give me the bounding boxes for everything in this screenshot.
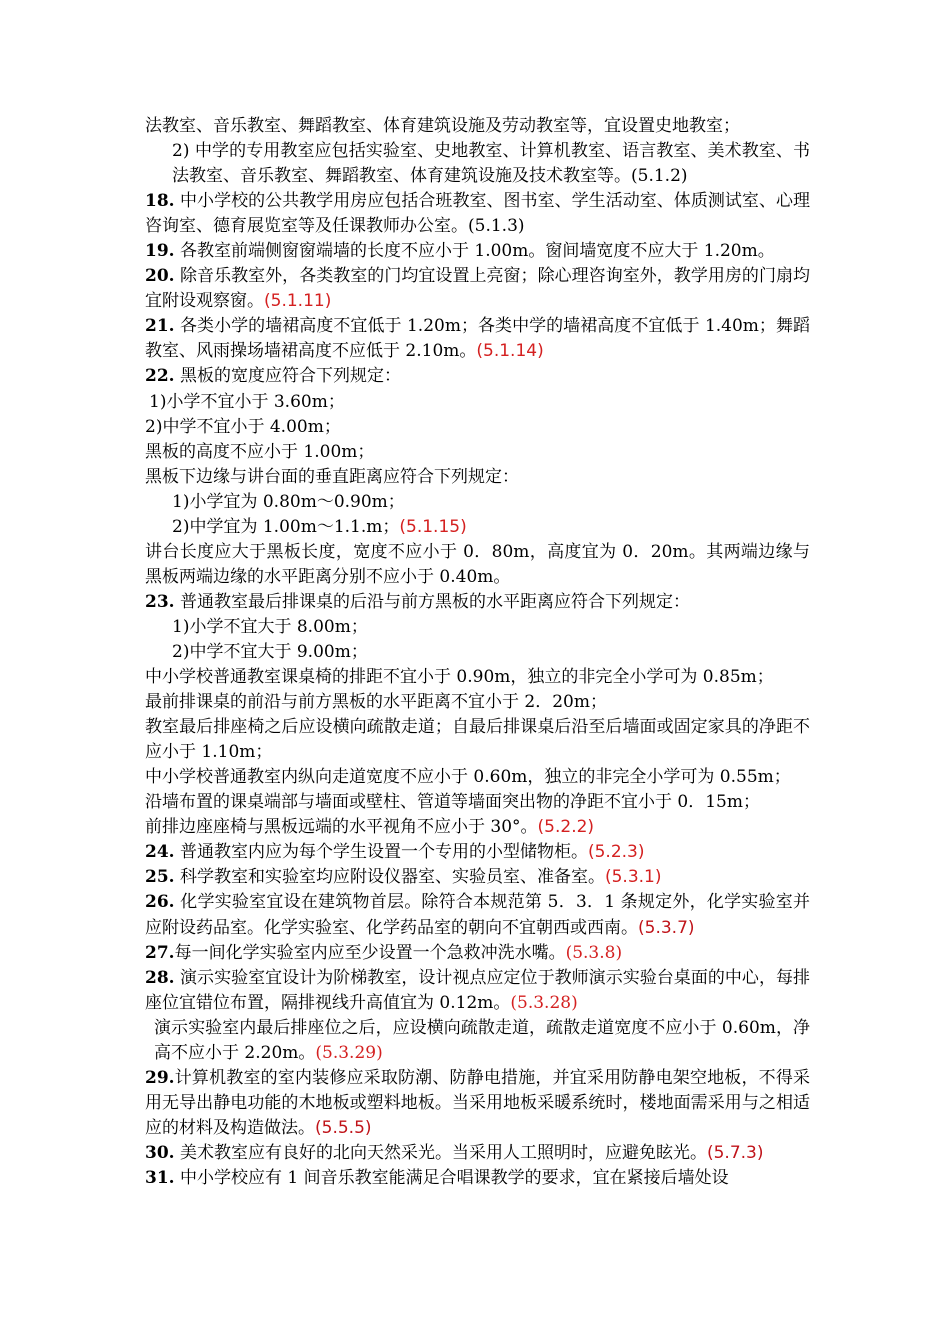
text: 黑板下边缘与讲台面的垂直距离应符合下列规定：	[145, 466, 519, 487]
item-number: 30.	[145, 1142, 175, 1163]
item-number: 19.	[145, 241, 175, 262]
text: 2)中学不宜大于 9.00m；	[172, 641, 368, 662]
text: 中小学校普通教室课桌椅的排距不宜小于 0.90m，独立的非完全小学可为 0.85m；	[145, 667, 774, 688]
paragraph	[145, 465, 810, 490]
paragraph	[145, 139, 810, 189]
text: 中小学校的公共教学用房应包括合班教室、图书室、学生活动室、体质测试室、心理咨询室、德育展览室等及任课教师办公室。(5.1.3)	[145, 191, 810, 237]
paragraph	[145, 790, 810, 815]
paragraph	[145, 690, 810, 715]
paragraph	[145, 715, 810, 765]
text: 每一间化学实验室内应至少设置一个急救冲洗水嘴。	[174, 942, 566, 963]
paragraph-31	[145, 1166, 810, 1191]
clause-reference: (5.2.3)	[587, 842, 645, 863]
clause-reference: (5.3.8)	[565, 942, 623, 963]
paragraph-20	[145, 264, 810, 314]
paragraph-27	[145, 941, 810, 966]
text: 黑板的高度不应小于 1.00m；	[145, 441, 375, 462]
clause-reference: (5.3.1)	[604, 867, 662, 888]
text: 教室最后排座椅之后应设横向疏散走道；自最后排课桌后沿至后墙面或固定家具的净距不应小于 1.10m；	[145, 717, 810, 763]
text: 演示实验室宜设计为阶梯教室，设计视点应定位于教师演示实验台桌面的中心，每排座位宜错位布置，隔排视线升高值宜为 0.12m。	[145, 967, 810, 1013]
paragraph	[145, 765, 810, 790]
item-number: 23.	[145, 591, 175, 612]
paragraph	[145, 1016, 810, 1066]
text: 美术教室应有良好的北向天然采光。当采用人工照明时，应避免眩光。	[174, 1142, 707, 1163]
paragraph-22	[145, 364, 810, 389]
text: 除音乐教室外，各类教室的门均宜设置上亮窗；除心理咨询室外，教学用房的门扇均宜附设观察窗。	[145, 266, 810, 312]
text: 中小学校应有 1 间音乐教室能满足合唱课教学的要求，宜在紧接后墙处设	[174, 1167, 729, 1188]
paragraph	[145, 665, 810, 690]
item-number: 27.	[145, 942, 175, 963]
text: 各类小学的墙裙高度不宜低于 1.20m；各类中学的墙裙高度不宜低于 1.40m；舞蹈教室、风雨操场墙裙高度不应低于 2.10m。	[145, 316, 810, 362]
text: 计算机教室的室内装修应采取防潮、防静电措施，并宜采用防静电架空地板，不得采用无导出静电功能的木地板或塑料地板。当采用地板采暖系统时，楼地面需采用与之相适应的材料及构造做法。	[145, 1067, 810, 1138]
text: 普通教室内应为每个学生设置一个专用的小型储物柜。	[174, 842, 588, 863]
text: 1)小学不宜大于 8.00m；	[172, 616, 368, 637]
paragraph-23	[145, 590, 810, 615]
item-number: 25.	[145, 867, 175, 888]
text: 黑板的宽度应符合下列规定：	[174, 366, 401, 387]
list-item	[145, 415, 810, 440]
clause-reference: (5.5.5)	[315, 1117, 372, 1138]
paragraph-21	[145, 314, 810, 364]
text: 中小学校普通教室内纵向走道宽度不应小于 0.60m，独立的非完全小学可为 0.55m；	[145, 767, 791, 788]
clause-reference: (5.7.3)	[706, 1142, 764, 1163]
paragraph	[145, 540, 810, 590]
text: 化学实验室宜设在建筑物首层。除符合本规范第 5．3．1 条规定外，化学实验室并应附设药品室。化学实验室、化学药品室的朝向不宜朝西或西南。	[145, 892, 810, 938]
list-item	[145, 615, 810, 640]
text: 2) 中学的专用教室应包括实验室、史地教室、计算机教室、语言教室、美术教室、书法教室、音乐教室、舞蹈教室、体育建筑设施及技术教室等。(5.1.2)	[172, 141, 810, 187]
clause-reference: (5.2.2)	[537, 817, 595, 838]
list-item	[145, 515, 810, 540]
list-item	[145, 490, 810, 515]
text: 1)小学宜为 0.80m～0.90m；	[172, 491, 405, 512]
text: 讲台长度应大于黑板长度，宽度不应小于 0．80m，高度宜为 0．20m。其两端边缘与黑板两端边缘的水平距离分别不应小于 0.40m。	[145, 541, 810, 587]
clause-reference: (5.3.28)	[510, 992, 578, 1013]
paragraph-24	[145, 840, 810, 865]
item-number: 26.	[145, 892, 175, 913]
item-number: 22.	[145, 366, 175, 387]
clause-reference: (5.1.15)	[399, 516, 467, 537]
clause-reference: (5.1.11)	[264, 291, 332, 312]
paragraph-19	[145, 239, 810, 264]
text: 科学教室和实验室均应附设仪器室、实验员室、准备室。	[174, 867, 605, 888]
text: 法教室、音乐教室、舞蹈教室、体育建筑设施及劳动教室等，宜设置史地教室；	[145, 116, 740, 136]
text: 前排边座座椅与黑板远端的水平视角不应小于 30°。	[145, 817, 538, 838]
text: 2)中学宜为 1.00m～1.1.m；	[172, 516, 400, 537]
item-number: 29.	[145, 1067, 175, 1088]
item-number: 18.	[145, 191, 175, 212]
clause-reference: (5.3.7)	[638, 917, 695, 938]
paragraph	[145, 114, 810, 139]
paragraph	[145, 440, 810, 465]
clause-reference: (5.1.14)	[476, 341, 544, 362]
text: 各教室前端侧窗窗端墙的长度不应小于 1.00m。窗间墙宽度不应大于 1.20m。	[174, 241, 775, 262]
text: 2)中学不宜小于 4.00m；	[145, 416, 341, 437]
item-number: 24.	[145, 842, 175, 863]
paragraph-25	[145, 865, 810, 890]
paragraph-30	[145, 1141, 810, 1166]
text: 沿墙布置的课桌端部与墙面或壁柱、管道等墙面突出物的净距不宜小于 0．15m；	[145, 792, 760, 813]
clause-reference: (5.3.29)	[315, 1042, 383, 1063]
item-number: 20.	[145, 266, 175, 287]
text: 1)小学不宜小于 3.60m；	[149, 391, 345, 412]
list-item	[145, 390, 810, 415]
document-page	[145, 114, 810, 1191]
text: 普通教室最后排课桌的后沿与前方黑板的水平距离应符合下列规定：	[174, 591, 690, 612]
text: 最前排课桌的前沿与前方黑板的水平距离不宜小于 2．20m；	[145, 692, 607, 713]
text: 演示实验室内最后排座位之后，应设横向疏散走道，疏散走道宽度不应小于 0.60m，净高不应小于 2.20m。	[154, 1017, 810, 1063]
paragraph-18	[145, 189, 810, 239]
paragraph	[145, 815, 810, 840]
item-number: 31.	[145, 1167, 175, 1188]
list-item	[145, 640, 810, 665]
item-number: 21.	[145, 316, 175, 337]
item-number: 28.	[145, 967, 175, 988]
paragraph-26	[145, 890, 810, 940]
paragraph-29	[145, 1066, 810, 1141]
paragraph-28	[145, 966, 810, 1016]
